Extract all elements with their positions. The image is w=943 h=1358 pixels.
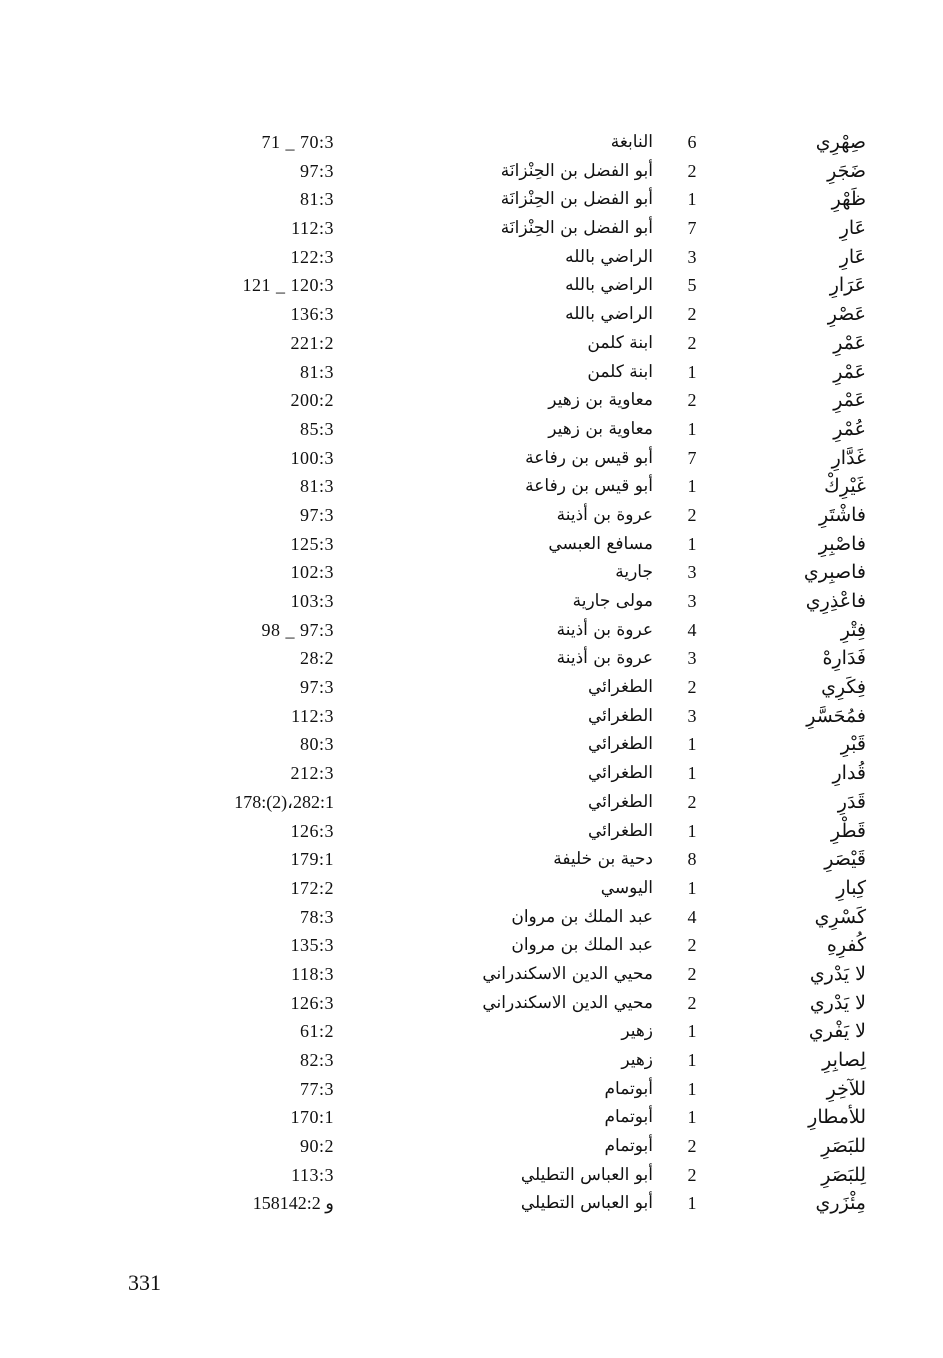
page-reference: 103:3 (290, 591, 334, 611)
rhyme-word: عَارِ (839, 245, 866, 268)
page-reference: 82:3 (299, 1050, 334, 1070)
rhyme-word: لِلبَصَرِ (821, 1163, 866, 1186)
page-reference: 100:3 (290, 447, 334, 468)
rhyme-word: ضَجَرِ (827, 159, 866, 182)
poet-name: الطغرائي (587, 820, 653, 841)
rhyme-word: للآخِرِ (826, 1077, 866, 1100)
poet-name: ابنة كلمن (587, 332, 653, 353)
page-reference: 97:3 (299, 160, 334, 181)
page-reference: 78:3 (299, 906, 334, 927)
page-reference: 112:3 (291, 218, 334, 239)
rhyme-word: عَمْرِ (833, 360, 866, 383)
page-reference: 85:3 (299, 418, 334, 439)
rhyme-word: فاشْتَرِ (818, 503, 866, 526)
index-row (180, 616, 880, 645)
index-row (180, 271, 880, 300)
poet-name: مولى جارية (572, 591, 653, 611)
page-reference: 125:3 (290, 533, 334, 554)
index-row (180, 989, 880, 1018)
index-row (180, 644, 880, 673)
rhyme-word: للأمطارِ (808, 1106, 866, 1129)
page-reference: 135:3 (290, 935, 334, 956)
rhyme-index-table (180, 128, 880, 1218)
index-row (180, 501, 880, 530)
rhyme-word: كُفرِهِ (826, 934, 866, 957)
rhyme-word: فاعْذِرِي (805, 590, 866, 612)
verse-count: 2 (687, 1136, 697, 1157)
page-reference: 28:2 (299, 648, 334, 669)
poet-name: أبو العباس التطيلي (520, 1164, 653, 1185)
page-reference: 172:2 (290, 877, 334, 898)
poet-name: أبوتمام (604, 1136, 653, 1157)
page-reference: 179:1 (290, 849, 334, 870)
rhyme-word: لا يَدْري (809, 962, 866, 985)
index-row (180, 185, 880, 214)
page-reference: 122:3 (290, 246, 334, 267)
page-reference: 118:3 (291, 963, 334, 984)
verse-count: 4 (687, 906, 697, 927)
index-row (180, 157, 880, 186)
poet-name: الطغرائي (587, 677, 653, 698)
index-row (180, 300, 880, 329)
rhyme-word: صِهْرِي (815, 131, 866, 153)
poet-name: مسافع العبسي (548, 533, 653, 554)
index-row (180, 472, 880, 501)
rhyme-word: غَدَّارِ (831, 446, 866, 469)
rhyme-word: كِبارِ (836, 876, 866, 899)
poet-name: عبد الملك بن مروان (511, 906, 653, 927)
verse-count: 2 (687, 304, 697, 325)
verse-count: 2 (687, 992, 697, 1013)
poet-name: جارية (615, 562, 653, 583)
verse-count: 2 (687, 963, 697, 984)
rhyme-word: لا يَفْري (808, 1020, 866, 1043)
page-reference: 98 _ 97:3 (261, 619, 334, 640)
poet-name: الطغرائي (587, 763, 653, 784)
verse-count: 3 (687, 648, 697, 669)
page-reference: 61:2 (299, 1021, 334, 1042)
verse-count: 3 (687, 705, 697, 726)
poet-name: عبد الملك بن مروان (511, 935, 653, 956)
poet-name: الراضي بالله (565, 246, 653, 267)
index-row (180, 845, 880, 874)
page-reference: 71 _ 70:3 (261, 132, 334, 152)
poet-name: أبو قيس بن رفاعة (525, 476, 653, 497)
poet-name: اليوسي (600, 877, 653, 898)
rhyme-word: فاصبِري (803, 561, 866, 584)
verse-count: 1 (687, 1050, 697, 1070)
verse-count: 3 (687, 591, 697, 611)
poet-name: أبو الفضل بن الحِنْزانَة (500, 160, 653, 181)
verse-count: 3 (687, 246, 697, 267)
page-reference: 81:3 (299, 361, 334, 382)
index-row (180, 730, 880, 759)
index-row (180, 128, 880, 157)
index-row (180, 415, 880, 444)
verse-count: 2 (687, 504, 697, 525)
verse-count: 1 (687, 189, 697, 210)
poet-name: معاوية بن زهير (548, 418, 653, 439)
rhyme-word: فَدَارِهْ (822, 647, 866, 670)
page-reference: 81:3 (299, 189, 334, 210)
rhyme-word: للبَصَرِ (821, 1135, 866, 1158)
index-row (180, 960, 880, 989)
index-row (180, 1046, 880, 1075)
rhyme-word: قَطْرِ (830, 819, 866, 842)
index-row (180, 444, 880, 473)
rhyme-word: قَبْرِ (840, 733, 866, 756)
poet-name: أبو قيس بن رفاعة (525, 447, 653, 468)
poet-name: الطغرائي (587, 734, 653, 755)
index-row (180, 1103, 880, 1132)
index-row (180, 931, 880, 960)
poet-name: ابنة كلمن (587, 361, 653, 382)
index-row (180, 788, 880, 817)
page-number: 331 (128, 1270, 161, 1295)
poet-name: الراضي بالله (565, 304, 653, 325)
page-reference: 136:3 (290, 304, 334, 325)
page-reference: 80:3 (299, 734, 334, 755)
verse-count: 1 (687, 361, 697, 382)
index-row (180, 243, 880, 272)
index-row (180, 1132, 880, 1161)
verse-count: 1 (687, 476, 697, 497)
page-reference: 126:3 (290, 992, 334, 1013)
page-reference: 212:3 (290, 763, 334, 784)
page-reference: 121 _ 120:3 (242, 275, 334, 296)
index-row (180, 214, 880, 243)
poet-name: زهير (621, 1021, 653, 1042)
page-reference: 221:2 (290, 332, 334, 353)
poet-name: النابغة (610, 132, 653, 152)
verse-count: 4 (687, 619, 697, 640)
rhyme-word: فمُحَسَّرِ (806, 704, 866, 727)
index-row (180, 587, 880, 616)
rhyme-word: غَيْرِكْ (824, 475, 866, 498)
index-row (180, 358, 880, 387)
verse-count: 1 (687, 533, 697, 554)
poet-name: أبوتمام (604, 1078, 653, 1099)
rhyme-word: عَمْرِ (833, 331, 866, 354)
index-row (180, 702, 880, 731)
verse-count: 1 (687, 820, 697, 841)
poet-name: أبو الفضل بن الحِنْزانَة (500, 189, 653, 210)
index-row (180, 903, 880, 932)
rhyme-word: مِئْزَري (815, 1192, 866, 1215)
rhyme-word: عَارِ (839, 217, 866, 240)
index-row (180, 1189, 880, 1218)
index-row (180, 673, 880, 702)
poet-name: أبو العباس التطيلي (520, 1193, 653, 1214)
poet-name: محيي الدين الاسكندراني (482, 963, 653, 984)
poet-name: أبو الفضل بن الحِنْزانَة (500, 218, 653, 239)
verse-count: 2 (687, 390, 697, 411)
index-row (180, 874, 880, 903)
verse-count: 2 (687, 791, 697, 812)
page-reference: 200:2 (290, 390, 334, 411)
rhyme-word: عُمْرِ (833, 417, 866, 440)
rhyme-word: عَرَارِ (829, 274, 866, 297)
verse-count: 1 (687, 418, 697, 439)
poet-name: أبوتمام (604, 1107, 653, 1128)
verse-count: 1 (687, 1193, 697, 1214)
poet-name: عروة بن أذينة (556, 619, 653, 640)
index-row (180, 1017, 880, 1046)
page-reference: 170:1 (290, 1107, 334, 1128)
verse-count: 6 (687, 132, 697, 152)
page-reference: 90:2 (299, 1136, 334, 1157)
verse-count: 3 (687, 562, 697, 583)
verse-count: 1 (687, 1078, 697, 1099)
verse-count: 2 (687, 160, 697, 181)
page-reference: 158و 142:2 (252, 1193, 334, 1214)
page-reference: 81:3 (299, 476, 334, 497)
verse-count: 7 (687, 218, 697, 239)
page-reference: 112:3 (291, 705, 334, 726)
page-reference: 102:3 (290, 562, 334, 583)
index-row (180, 530, 880, 559)
poet-name: الطغرائي (587, 705, 653, 726)
rhyme-word: فِكَرِي (821, 676, 866, 699)
verse-count: 2 (687, 677, 697, 698)
poet-name: معاوية بن زهير (548, 390, 653, 411)
verse-count: 7 (687, 447, 697, 468)
rhyme-word: قُدارِ (832, 762, 866, 785)
poet-name: الطغرائي (587, 791, 653, 812)
page-reference: 126:3 (290, 820, 334, 841)
index-row (180, 1161, 880, 1190)
rhyme-word: قَدَرِ (837, 790, 866, 813)
rhyme-word: قَيْصَرِ (824, 848, 866, 871)
rhyme-word: عَصْرِ (827, 303, 866, 326)
verse-count: 5 (687, 275, 697, 296)
page-reference: 113:3 (291, 1164, 334, 1185)
verse-count: 1 (687, 1107, 697, 1128)
poet-name: محيي الدين الاسكندراني (482, 992, 653, 1013)
poet-name: دحية بن خليفة (553, 849, 653, 870)
index-row (180, 1075, 880, 1104)
verse-count: 2 (687, 332, 697, 353)
index-row (180, 817, 880, 846)
page-reference: 97:3 (299, 504, 334, 525)
poet-name: عروة بن أذينة (556, 648, 653, 669)
page-reference: 77:3 (299, 1078, 334, 1099)
rhyme-word: فاصْبِرِ (818, 532, 866, 555)
poet-name: زهير (621, 1050, 653, 1070)
poet-name: عروة بن أذينة (556, 504, 653, 525)
verse-count: 1 (687, 763, 697, 784)
page-reference: 97:3 (299, 677, 334, 698)
rhyme-word: عَمْرِ (833, 389, 866, 412)
index-row (180, 329, 880, 358)
rhyme-word: لِصابِرِ (822, 1049, 866, 1071)
rhyme-word: ظَهْرِ (831, 188, 866, 211)
rhyme-word: كَسْرِي (814, 905, 866, 928)
verse-count: 2 (687, 1164, 697, 1185)
index-row (180, 558, 880, 587)
verse-count: 8 (687, 849, 697, 870)
index-row (180, 386, 880, 415)
verse-count: 1 (687, 734, 697, 755)
index-row (180, 759, 880, 788)
rhyme-word: لا يَدْري (809, 991, 866, 1014)
verse-count: 1 (687, 877, 697, 898)
rhyme-word: فِتْرِ (840, 618, 866, 641)
page-reference: 178:(2)،282:1 (234, 791, 334, 812)
verse-count: 2 (687, 935, 697, 956)
verse-count: 1 (687, 1021, 697, 1042)
poet-name: الراضي بالله (565, 275, 653, 296)
